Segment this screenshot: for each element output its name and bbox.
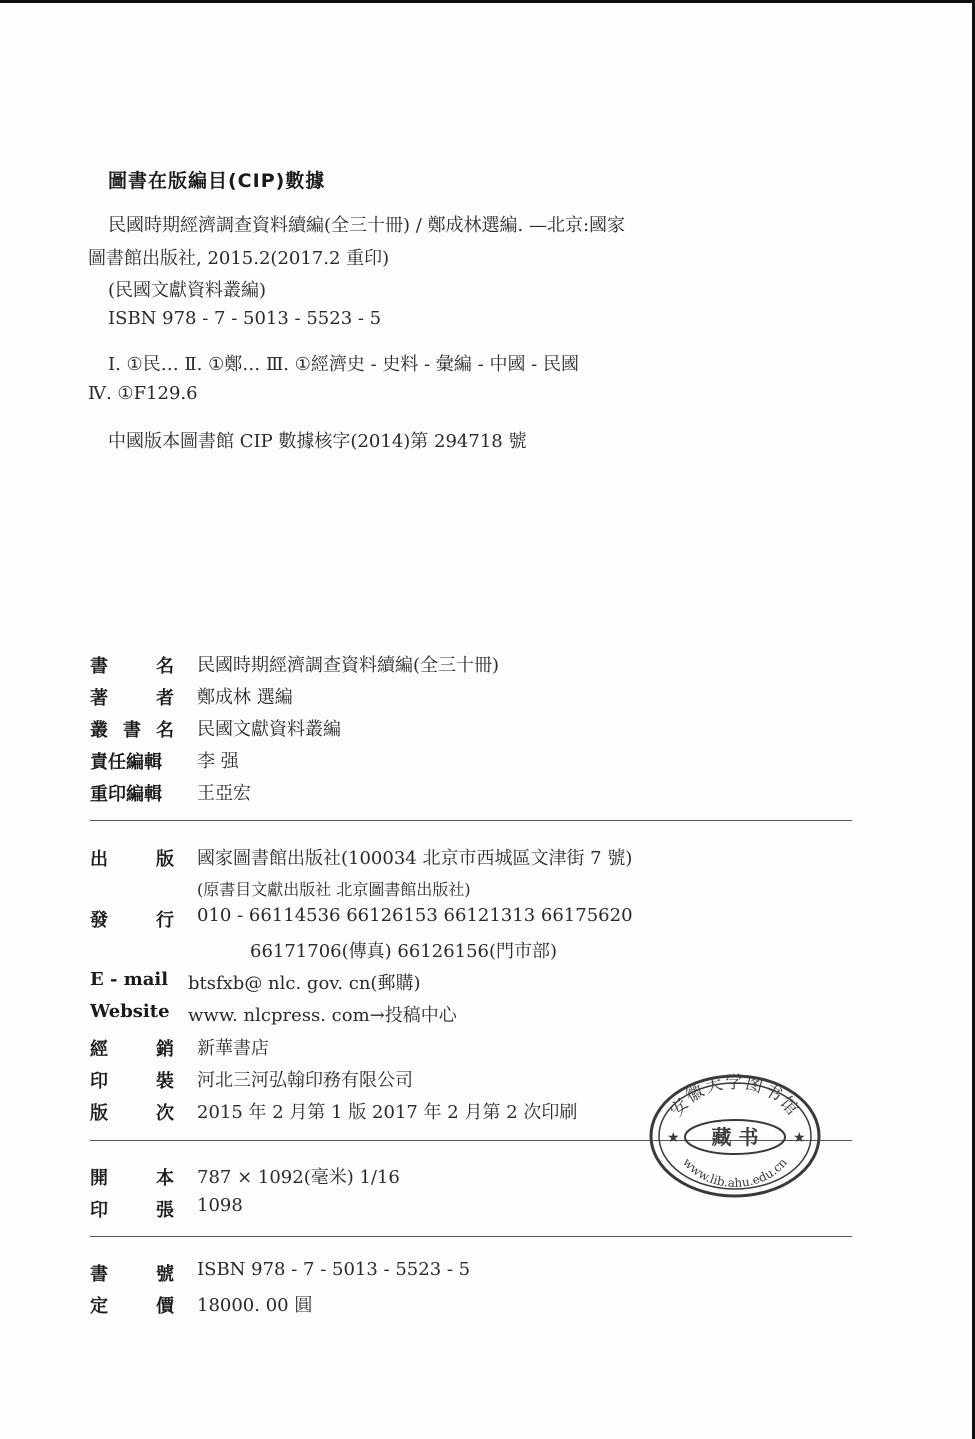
edition-label: 版 次 xyxy=(90,1103,174,1124)
format-value: 787 × 1092(毫米) 1/16 xyxy=(197,1167,400,1188)
author-label: 著 者 xyxy=(90,688,174,709)
stamp-star-right-icon: ★ xyxy=(793,1130,806,1146)
website-value: www. nlcpress. com→投稿中心 xyxy=(188,1005,457,1026)
author-value: 鄭成林 選編 xyxy=(197,687,293,708)
divider-1 xyxy=(90,820,852,821)
sheets-label: 印 張 xyxy=(90,1200,174,1221)
cip-line-7: 中國版本圖書館 CIP 數據核字(2014)第 294718 號 xyxy=(108,431,527,452)
editor-label: 責任編輯 xyxy=(90,752,162,773)
library-stamp-seal xyxy=(645,1070,825,1202)
divider-3 xyxy=(90,1236,852,1237)
editor-value: 李 强 xyxy=(197,751,239,772)
price-value: 18000. 00 圓 xyxy=(197,1295,313,1316)
stamp-top-text: 安徽大学图书馆 xyxy=(666,1073,804,1121)
printer-label: 印 裝 xyxy=(90,1071,174,1092)
reprint-editor-label: 重印編輯 xyxy=(90,784,162,805)
price-label: 定 價 xyxy=(90,1296,174,1317)
stamp-center-text: 藏 书 xyxy=(711,1125,759,1149)
publisher-label: 出 版 xyxy=(90,849,174,870)
format-label: 開 本 xyxy=(90,1168,174,1189)
email-label: E - mail xyxy=(90,969,169,990)
book-title-label: 書 名 xyxy=(90,656,174,677)
distribution-phones-2: 66171706(傳真) 66126156(門市部) xyxy=(250,941,558,962)
series-label: 叢 書 名 xyxy=(90,720,174,741)
seller-label: 經 銷 xyxy=(90,1039,174,1060)
reprint-editor-value: 王亞宏 xyxy=(197,783,251,804)
cip-line-1: 民國時期經濟調查資料續編(全三十冊) / 鄭成林選編. —北京:國家 xyxy=(108,215,626,236)
book-title-value: 民國時期經濟調查資料續編(全三十冊) xyxy=(197,655,500,676)
cip-line-6: Ⅳ. ①F129.6 xyxy=(88,383,198,404)
sheets-value: 1098 xyxy=(197,1195,243,1216)
stamp-bottom-text: www.lib.ahu.edu.cn xyxy=(680,1155,790,1190)
stamp-star-left-icon: ★ xyxy=(667,1130,680,1146)
seller-value: 新華書店 xyxy=(197,1038,269,1059)
distribution-phones: 010 - 66114536 66126153 66121313 66175620 xyxy=(197,905,633,926)
cip-line-2: 圖書館出版社, 2015.2(2017.2 重印) xyxy=(88,248,390,269)
publisher-note: (原書目文獻出版社 北京圖書館出版社) xyxy=(197,880,471,899)
cip-line-5: Ⅰ. ①民… Ⅱ. ①鄭… Ⅲ. ①經濟史 - 史料 - 彙編 - 中國 - 民國 xyxy=(108,354,579,375)
edition-value: 2015 年 2 月第 1 版 2017 年 2 月第 2 次印刷 xyxy=(197,1102,578,1123)
page-frame-top xyxy=(0,0,975,3)
publisher-value: 國家圖書館出版社(100034 北京市西城區文津街 7 號) xyxy=(197,848,633,869)
isbn-label: 書 號 xyxy=(90,1264,174,1285)
distribution-label: 發 行 xyxy=(90,910,174,931)
email-value: btsfxb@ nlc. gov. cn(郵購) xyxy=(188,973,421,994)
cip-line-3: (民國文獻資料叢編) xyxy=(108,280,267,301)
cip-line-4: ISBN 978 - 7 - 5013 - 5523 - 5 xyxy=(108,308,382,329)
cip-title: 圖書在版編目(CIP)數據 xyxy=(108,170,326,192)
isbn-value: ISBN 978 - 7 - 5013 - 5523 - 5 xyxy=(197,1259,471,1280)
website-label: Website xyxy=(90,1001,170,1022)
printer-value: 河北三河弘翰印務有限公司 xyxy=(197,1070,413,1091)
series-value: 民國文獻資料叢編 xyxy=(197,719,341,740)
